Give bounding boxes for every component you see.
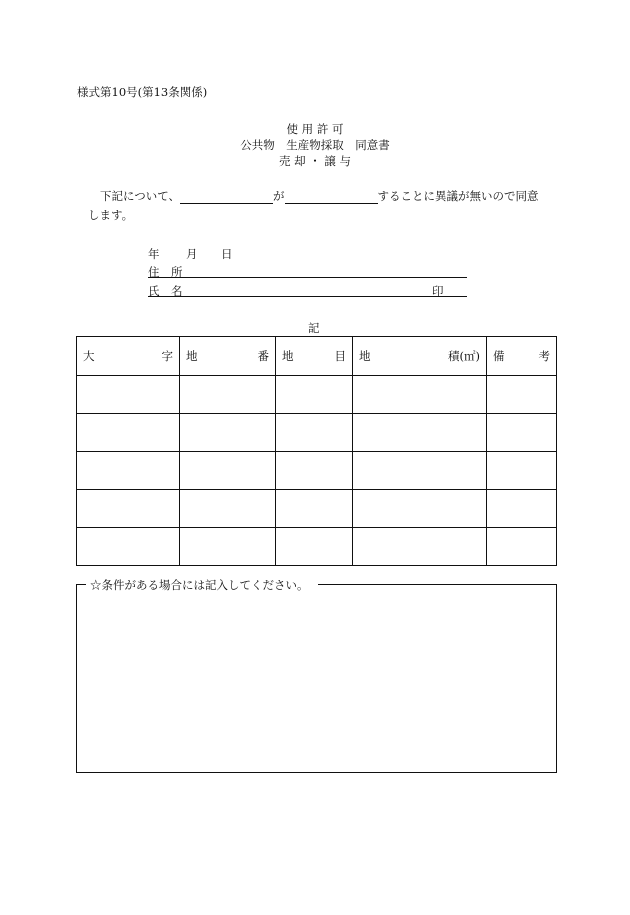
body-text-start: 下記について、 bbox=[100, 189, 181, 203]
table-cell[interactable] bbox=[77, 376, 180, 414]
blank-field-applicant[interactable] bbox=[180, 190, 273, 204]
conditions-box[interactable] bbox=[76, 584, 557, 773]
table-cell[interactable] bbox=[353, 490, 487, 528]
table-cell[interactable] bbox=[180, 376, 276, 414]
header-cell-chiseki: 地 積(㎡) bbox=[353, 337, 487, 376]
body-text-line-1 bbox=[100, 188, 539, 204]
table-cell[interactable] bbox=[276, 376, 353, 414]
table-cell[interactable] bbox=[487, 490, 557, 528]
table-row bbox=[77, 528, 557, 566]
table-cell[interactable] bbox=[180, 452, 276, 490]
table-row bbox=[77, 490, 557, 528]
name-field-line[interactable] bbox=[148, 296, 467, 297]
table-cell[interactable] bbox=[276, 414, 353, 452]
table-row bbox=[77, 376, 557, 414]
title-line-3: 売 却 ・ 譲 与 bbox=[278, 154, 352, 168]
table-cell[interactable] bbox=[353, 414, 487, 452]
table-cell[interactable] bbox=[276, 452, 353, 490]
table-cell[interactable] bbox=[353, 528, 487, 566]
address-field-line[interactable] bbox=[148, 277, 467, 278]
conditions-label: ☆条件がある場合には記入してください。 bbox=[90, 578, 309, 592]
title-line-1: 使 用 許 可 bbox=[286, 122, 344, 136]
table-row bbox=[77, 452, 557, 490]
blank-field-action[interactable] bbox=[285, 190, 378, 204]
table-cell[interactable] bbox=[180, 490, 276, 528]
seal-mark: 印 bbox=[432, 284, 444, 298]
record-heading: 記 bbox=[308, 321, 320, 335]
header-cell-chiban: 地 番 bbox=[180, 337, 276, 376]
table-cell[interactable] bbox=[276, 528, 353, 566]
table-cell[interactable] bbox=[276, 490, 353, 528]
table-cell[interactable] bbox=[77, 528, 180, 566]
name-label: 氏 名 bbox=[148, 284, 183, 298]
title-line-2: 公共物 生産物採取 同意書 bbox=[240, 138, 390, 152]
land-table bbox=[76, 336, 557, 566]
table-cell[interactable] bbox=[77, 452, 180, 490]
table-cell[interactable] bbox=[353, 376, 487, 414]
table-row bbox=[77, 414, 557, 452]
table-cell[interactable] bbox=[487, 376, 557, 414]
table-cell[interactable] bbox=[77, 490, 180, 528]
table-cell[interactable] bbox=[180, 528, 276, 566]
header-cell-oaza: 大 字 bbox=[77, 337, 180, 376]
date-month-label: 月 bbox=[186, 247, 198, 261]
address-label: 住 所 bbox=[148, 265, 183, 279]
table-cell[interactable] bbox=[353, 452, 487, 490]
body-text-line-2: します。 bbox=[88, 208, 134, 222]
date-day-label: 日 bbox=[221, 247, 233, 261]
header-cell-chimoku: 地 目 bbox=[276, 337, 353, 376]
table-header-row bbox=[77, 337, 557, 376]
table-cell[interactable] bbox=[487, 452, 557, 490]
table-cell[interactable] bbox=[487, 414, 557, 452]
body-text-end: することに異議が無いので同意 bbox=[377, 189, 539, 203]
table-cell[interactable] bbox=[180, 414, 276, 452]
table-cell[interactable] bbox=[487, 528, 557, 566]
table-cell[interactable] bbox=[77, 414, 180, 452]
date-year-label: 年 bbox=[148, 247, 160, 261]
header-cell-biko: 備 考 bbox=[487, 337, 557, 376]
form-number: 様式第10号(第13条関係) bbox=[77, 85, 208, 99]
body-text-mid: が bbox=[273, 189, 285, 203]
